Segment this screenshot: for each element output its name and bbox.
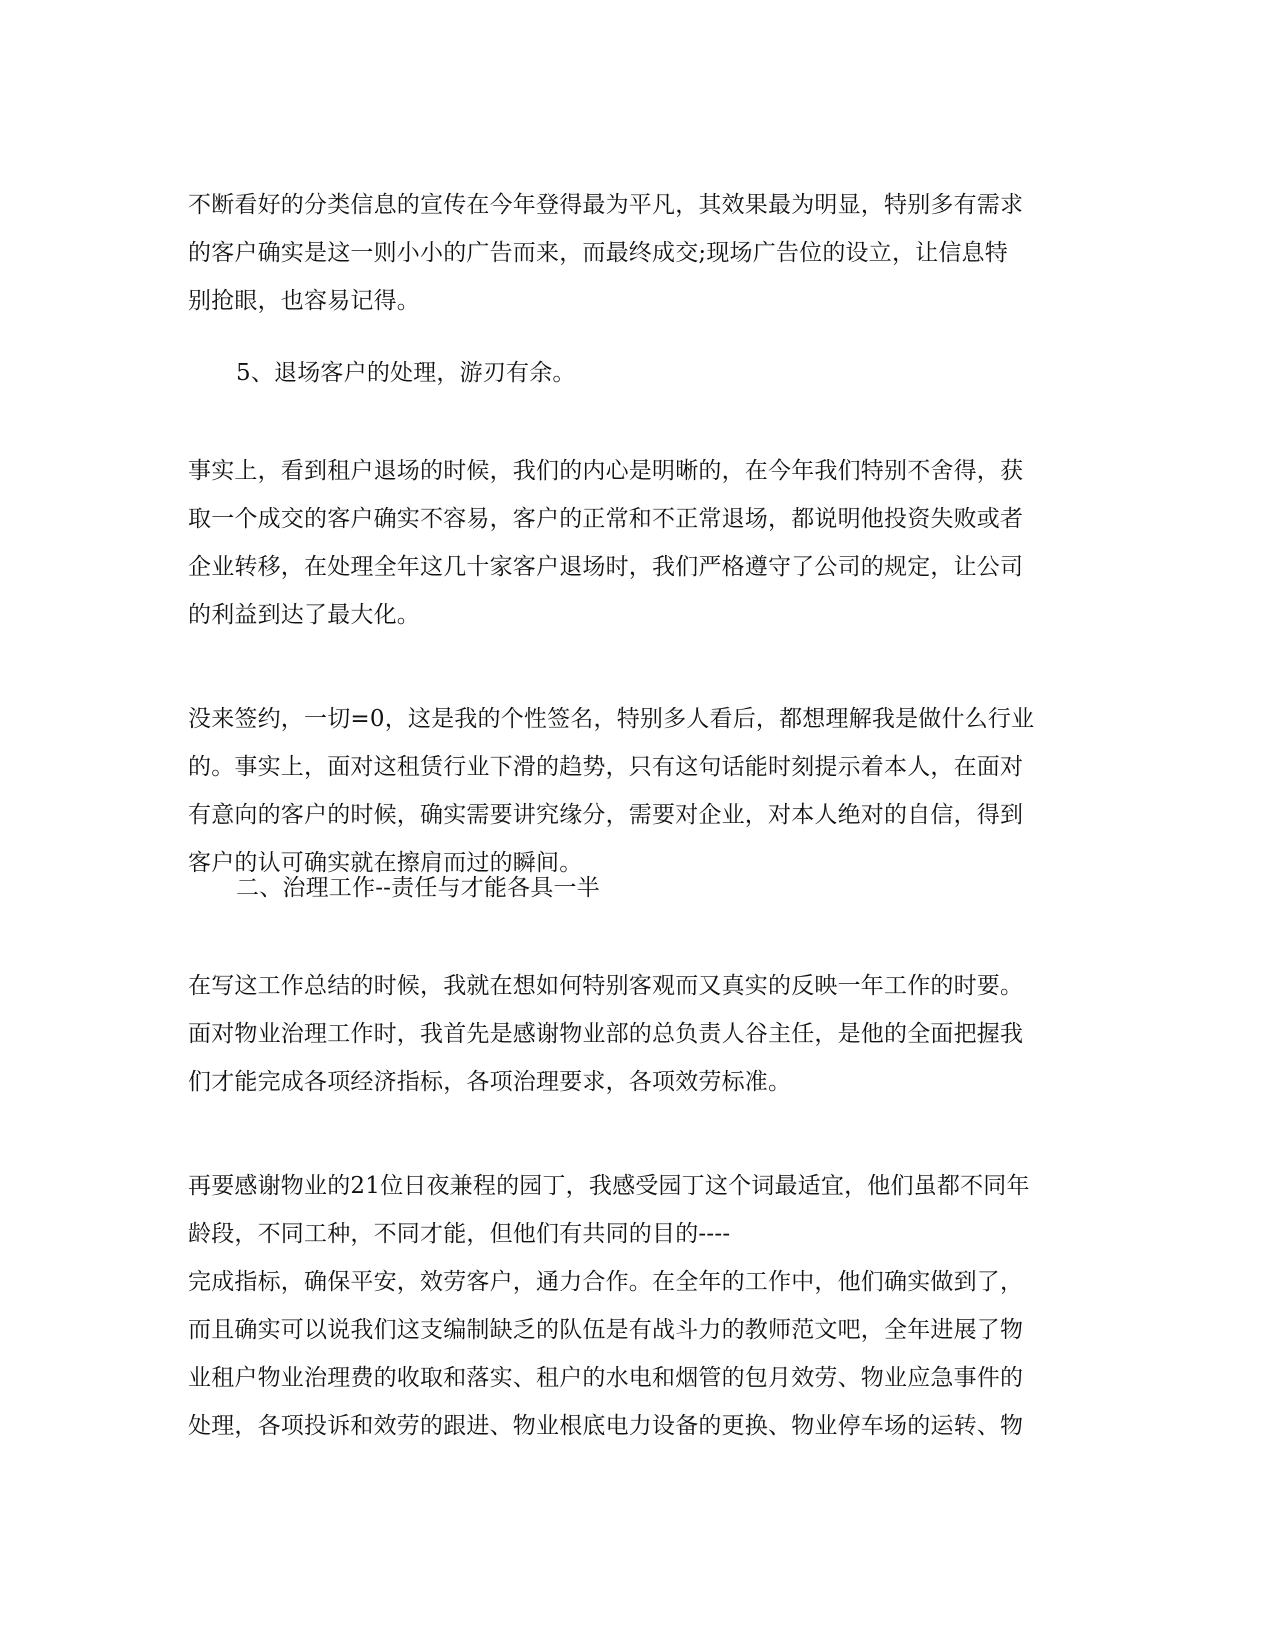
paragraph-gardeners bbox=[188, 1162, 1088, 1450]
text-line: 客户的认可确实就在擦肩而过的瞬间。 bbox=[188, 850, 583, 876]
text-line: 再要感谢物业的21位日夜兼程的园丁，我感受园丁这个词最适宜，他们虽都不同年 bbox=[188, 1173, 1030, 1199]
text-line: 业租户物业治理费的收取和落实、租户的水电和烟管的包月效劳、物业应急事件的 bbox=[188, 1365, 1024, 1391]
paragraph-signature bbox=[188, 695, 1088, 887]
text-line: 的客户确实是这一则小小的广告而来，而最终成交;现场广告位的设立，让信息特 bbox=[188, 240, 1008, 266]
text-line: 在写这工作总结的时候，我就在想如何特别客观而又真实的反映一年工作的时要。 bbox=[188, 973, 1024, 999]
text-line: 企业转移，在处理全年这几十家客户退场时，我们严格遵守了公司的规定，让公司 bbox=[188, 554, 1024, 580]
text-line: 而且确实可以说我们这支编制缺乏的队伍是有战斗力的教师范文吧，全年进展了物 bbox=[188, 1317, 1024, 1343]
text-line: 龄段，不同工种，不同才能，但他们有共同的目的---- bbox=[188, 1221, 731, 1247]
section-heading: 二、治理工作--责任与才能各具一半 bbox=[236, 875, 600, 901]
paragraph-tenant-exit bbox=[188, 447, 1088, 639]
text-line: 的利益到达了最大化。 bbox=[188, 602, 420, 628]
paragraph-summary-thanks bbox=[188, 962, 1088, 1106]
heading-tenant-exit bbox=[188, 349, 1088, 397]
text-line: 没来签约，一切=0，这是我的个性签名，特别多人看后，都想理解我是做什么行业 bbox=[188, 706, 1035, 732]
text-line: 们才能完成各项经济指标，各项治理要求，各项效劳标准。 bbox=[188, 1069, 792, 1095]
text-line: 处理，各项投诉和效劳的跟进、物业根底电力设备的更换、物业停车场的运转、物 bbox=[188, 1413, 1024, 1439]
paragraph-classified-ads bbox=[188, 181, 1088, 325]
text-line: 别抢眼，也容易记得。 bbox=[188, 288, 420, 314]
text-line: 不断看好的分类信息的宣传在今年登得最为平凡，其效果最为明显，特别多有需求 bbox=[188, 192, 1024, 218]
section-heading: 5、退场客户的处理，游刃有余。 bbox=[236, 360, 576, 386]
text-line: 完成指标，确保平安，效劳客户，通力合作。在全年的工作中，他们确实做到了， bbox=[188, 1269, 1024, 1295]
text-line: 事实上，看到租户退场的时候，我们的内心是明晰的，在今年我们特别不舍得，获 bbox=[188, 458, 1024, 484]
text-line: 面对物业治理工作时，我首先是感谢物业部的总负责人谷主任，是他的全面把握我 bbox=[188, 1021, 1024, 1047]
text-line: 有意向的客户的时候，确实需要讲究缘分，需要对企业，对本人绝对的自信，得到 bbox=[188, 802, 1024, 828]
text-line: 的。事实上，面对这租赁行业下滑的趋势，只有这句话能时刻提示着本人，在面对 bbox=[188, 754, 1024, 780]
text-line: 取一个成交的客户确实不容易，客户的正常和不正常退场，都说明他投资失败或者 bbox=[188, 506, 1024, 532]
heading-management-work bbox=[188, 864, 1088, 912]
